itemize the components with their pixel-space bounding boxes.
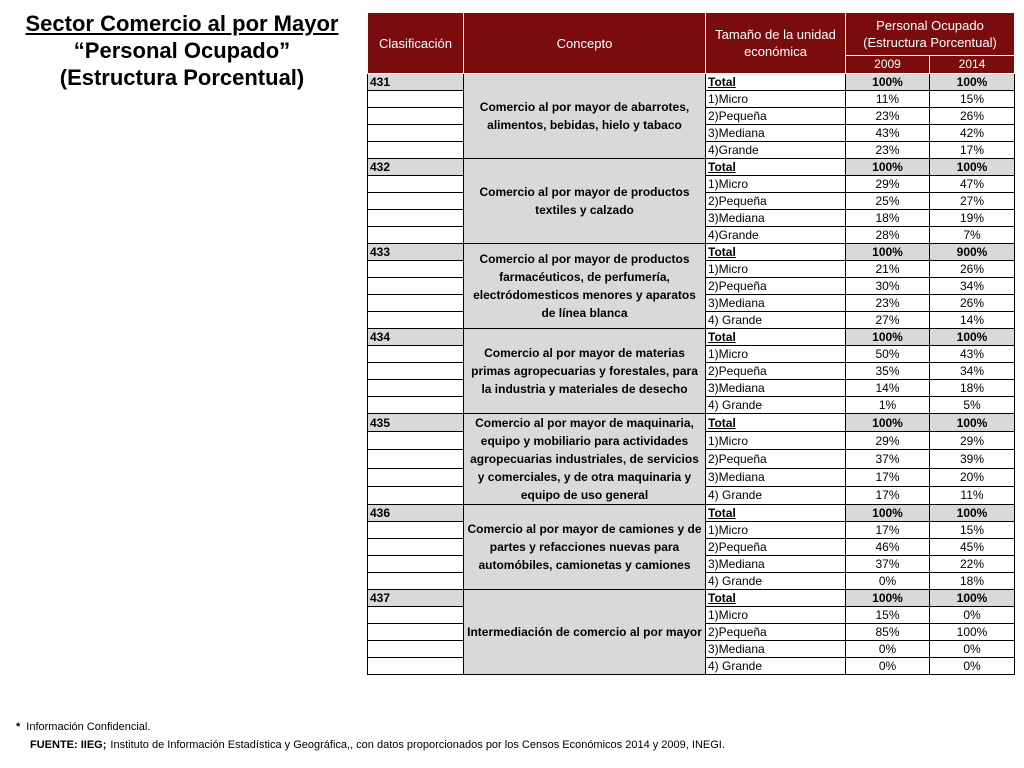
value-2014-cell: 26% — [930, 261, 1015, 278]
tamano-cell: 4) Grande — [706, 397, 846, 414]
value-2014-cell: 39% — [930, 450, 1015, 468]
value-2014-cell: 18% — [930, 573, 1015, 590]
clasificacion-cell: 431 — [368, 74, 464, 91]
value-2009-cell: 100% — [846, 244, 930, 261]
tamano-cell: 1)Micro — [706, 176, 846, 193]
clasificacion-cell — [368, 397, 464, 414]
value-2009-cell: 25% — [846, 193, 930, 210]
source-label: FUENTE: IIEG; — [30, 739, 107, 751]
tamano-cell: Total — [706, 590, 846, 607]
value-2009-cell: 18% — [846, 210, 930, 227]
value-2009-cell: 100% — [846, 329, 930, 346]
clasificacion-cell: 435 — [368, 414, 464, 432]
header-tamano: Tamaño de la unidad económica — [706, 13, 846, 74]
clasificacion-cell — [368, 641, 464, 658]
tamano-cell: 4) Grande — [706, 658, 846, 675]
value-2014-cell: 19% — [930, 210, 1015, 227]
table-row — [368, 244, 1015, 261]
value-2014-cell: 100% — [930, 505, 1015, 522]
header-year-2009: 2009 — [846, 56, 930, 74]
clasificacion-cell — [368, 312, 464, 329]
value-2009-cell: 29% — [846, 432, 930, 450]
clasificacion-cell — [368, 125, 464, 142]
value-2014-cell: 22% — [930, 556, 1015, 573]
tamano-cell: 3)Mediana — [706, 556, 846, 573]
table-body — [368, 74, 1015, 675]
tamano-cell: 1)Micro — [706, 346, 846, 363]
value-2014-cell: 0% — [930, 658, 1015, 675]
value-2009-cell: 23% — [846, 295, 930, 312]
tamano-cell: 2)Pequeña — [706, 624, 846, 641]
tamano-cell: 3)Mediana — [706, 125, 846, 142]
clasificacion-cell — [368, 176, 464, 193]
header-concepto: Concepto — [464, 13, 706, 74]
tamano-cell: 3)Mediana — [706, 295, 846, 312]
value-2014-cell: 0% — [930, 607, 1015, 624]
personal-ocupado-table — [367, 12, 1015, 675]
value-2009-cell: 100% — [846, 590, 930, 607]
value-2009-cell: 37% — [846, 450, 930, 468]
value-2014-cell: 100% — [930, 624, 1015, 641]
tamano-cell: Total — [706, 244, 846, 261]
value-2009-cell: 29% — [846, 176, 930, 193]
value-2009-cell: 100% — [846, 159, 930, 176]
value-2014-cell: 100% — [930, 74, 1015, 91]
clasificacion-cell — [368, 468, 464, 486]
concepto-cell: Comercio al por mayor de materias primas agropecuarias y forestales, para la industria y materiales de desecho — [464, 329, 706, 414]
header-clasificacion: Clasificación — [368, 13, 464, 74]
value-2009-cell: 35% — [846, 363, 930, 380]
concepto-cell: Intermediación de comercio al por mayor — [464, 590, 706, 675]
value-2009-cell: 30% — [846, 278, 930, 295]
clasificacion-cell — [368, 624, 464, 641]
value-2014-cell: 29% — [930, 432, 1015, 450]
title-line-1: Sector Comercio al por Mayor — [25, 11, 339, 36]
header-year-2014: 2014 — [930, 56, 1015, 74]
clasificacion-cell — [368, 380, 464, 397]
value-2014-cell: 100% — [930, 414, 1015, 432]
value-2014-cell: 47% — [930, 176, 1015, 193]
value-2014-cell: 20% — [930, 468, 1015, 486]
tamano-cell: 2)Pequeña — [706, 278, 846, 295]
tamano-cell: 3)Mediana — [706, 210, 846, 227]
value-2009-cell: 23% — [846, 142, 930, 159]
title-line-3: (Estructura Porcentual) — [59, 65, 305, 90]
clasificacion-cell — [368, 658, 464, 675]
tamano-cell: 3)Mediana — [706, 641, 846, 658]
clasificacion-cell — [368, 486, 464, 504]
value-2009-cell: 85% — [846, 624, 930, 641]
clasificacion-cell — [368, 556, 464, 573]
tamano-cell: Total — [706, 159, 846, 176]
clasificacion-cell — [368, 363, 464, 380]
table-row — [368, 159, 1015, 176]
value-2009-cell: 21% — [846, 261, 930, 278]
value-2009-cell: 1% — [846, 397, 930, 414]
value-2009-cell: 50% — [846, 346, 930, 363]
value-2009-cell: 37% — [846, 556, 930, 573]
value-2014-cell: 34% — [930, 278, 1015, 295]
clasificacion-cell — [368, 295, 464, 312]
clasificacion-cell — [368, 432, 464, 450]
tamano-cell: 1)Micro — [706, 91, 846, 108]
clasificacion-cell — [368, 539, 464, 556]
clasificacion-cell: 436 — [368, 505, 464, 522]
footnote — [16, 718, 725, 736]
table-row — [368, 505, 1015, 522]
clasificacion-cell — [368, 108, 464, 125]
tamano-cell: 2)Pequeña — [706, 450, 846, 468]
value-2014-cell: 7% — [930, 227, 1015, 244]
value-2014-cell: 0% — [930, 641, 1015, 658]
value-2014-cell: 900% — [930, 244, 1015, 261]
clasificacion-cell — [368, 142, 464, 159]
source-text: Instituto de Información Estadística y Geográfica,, con datos proporcionados por los Censos Económicos 2014 y 2009, INEGI. — [110, 739, 725, 751]
clasificacion-cell — [368, 193, 464, 210]
clasificacion-cell: 434 — [368, 329, 464, 346]
footer — [16, 718, 725, 754]
tamano-cell: Total — [706, 74, 846, 91]
tamano-cell: 4) Grande — [706, 573, 846, 590]
clasificacion-cell — [368, 210, 464, 227]
tamano-cell: 1)Micro — [706, 432, 846, 450]
value-2009-cell: 0% — [846, 573, 930, 590]
value-2014-cell: 100% — [930, 590, 1015, 607]
source-line — [30, 736, 725, 754]
value-2009-cell: 43% — [846, 125, 930, 142]
clasificacion-cell: 437 — [368, 590, 464, 607]
concepto-cell: Comercio al por mayor de productos textiles y calzado — [464, 159, 706, 244]
tamano-cell: 4) Grande — [706, 486, 846, 504]
tamano-cell: 1)Micro — [706, 522, 846, 539]
concepto-cell: Comercio al por mayor de abarrotes, alimentos, bebidas, hielo y tabaco — [464, 74, 706, 159]
table-row — [368, 414, 1015, 432]
value-2014-cell: 15% — [930, 91, 1015, 108]
value-2009-cell: 46% — [846, 539, 930, 556]
clasificacion-cell — [368, 261, 464, 278]
clasificacion-cell — [368, 573, 464, 590]
tamano-cell: 2)Pequeña — [706, 539, 846, 556]
table-row — [368, 74, 1015, 91]
value-2009-cell: 100% — [846, 505, 930, 522]
tamano-cell: 4)Grande — [706, 142, 846, 159]
value-2009-cell: 0% — [846, 658, 930, 675]
value-2009-cell: 27% — [846, 312, 930, 329]
value-2014-cell: 14% — [930, 312, 1015, 329]
concepto-cell: Comercio al por mayor de camiones y de partes y refacciones nuevas para automóbiles, camionetas y camiones — [464, 505, 706, 590]
value-2014-cell: 26% — [930, 108, 1015, 125]
value-2009-cell: 17% — [846, 486, 930, 504]
concepto-cell: Comercio al por mayor de productos farmacéuticos, de perfumería, electródomesticos menores y aparatos de línea blanca — [464, 244, 706, 329]
tamano-cell: 2)Pequeña — [706, 363, 846, 380]
value-2014-cell: 42% — [930, 125, 1015, 142]
footnote-marker: * — [16, 721, 21, 733]
tamano-cell: 4) Grande — [706, 312, 846, 329]
clasificacion-cell — [368, 91, 464, 108]
clasificacion-cell — [368, 227, 464, 244]
value-2014-cell: 18% — [930, 380, 1015, 397]
clasificacion-cell: 432 — [368, 159, 464, 176]
table-row — [368, 329, 1015, 346]
value-2009-cell: 28% — [846, 227, 930, 244]
tamano-cell: 3)Mediana — [706, 380, 846, 397]
tamano-cell: 3)Mediana — [706, 468, 846, 486]
tamano-cell: 2)Pequeña — [706, 108, 846, 125]
tamano-cell: 1)Micro — [706, 607, 846, 624]
tamano-cell: 2)Pequeña — [706, 193, 846, 210]
footnote-text: Información Confidencial. — [26, 721, 151, 733]
value-2009-cell: 100% — [846, 74, 930, 91]
value-2009-cell: 14% — [846, 380, 930, 397]
clasificacion-cell — [368, 607, 464, 624]
value-2014-cell: 11% — [930, 486, 1015, 504]
clasificacion-cell: 433 — [368, 244, 464, 261]
value-2009-cell: 17% — [846, 468, 930, 486]
tamano-cell: 4)Grande — [706, 227, 846, 244]
title-line-2: “Personal Ocupado” — [73, 38, 291, 63]
value-2014-cell: 45% — [930, 539, 1015, 556]
value-2014-cell: 15% — [930, 522, 1015, 539]
page-title — [8, 10, 356, 91]
clasificacion-cell — [368, 450, 464, 468]
value-2009-cell: 0% — [846, 641, 930, 658]
value-2009-cell: 100% — [846, 414, 930, 432]
value-2009-cell: 23% — [846, 108, 930, 125]
value-2014-cell: 27% — [930, 193, 1015, 210]
clasificacion-cell — [368, 278, 464, 295]
tamano-cell: Total — [706, 329, 846, 346]
value-2014-cell: 26% — [930, 295, 1015, 312]
value-2014-cell: 100% — [930, 159, 1015, 176]
tamano-cell: Total — [706, 505, 846, 522]
header-personal-ocupado: Personal Ocupado (Estructura Porcentual) — [846, 13, 1015, 56]
value-2014-cell: 17% — [930, 142, 1015, 159]
value-2009-cell: 11% — [846, 91, 930, 108]
table-row — [368, 590, 1015, 607]
value-2014-cell: 100% — [930, 329, 1015, 346]
value-2014-cell: 34% — [930, 363, 1015, 380]
tamano-cell: Total — [706, 414, 846, 432]
clasificacion-cell — [368, 522, 464, 539]
value-2009-cell: 17% — [846, 522, 930, 539]
value-2014-cell: 5% — [930, 397, 1015, 414]
value-2009-cell: 15% — [846, 607, 930, 624]
tamano-cell: 1)Micro — [706, 261, 846, 278]
concepto-cell: Comercio al por mayor de maquinaria, equipo y mobiliario para actividades agropecuarias industriales, de servicios y comerciales, y de otra maquinaria y equipo de uso general — [464, 414, 706, 505]
value-2014-cell: 43% — [930, 346, 1015, 363]
clasificacion-cell — [368, 346, 464, 363]
